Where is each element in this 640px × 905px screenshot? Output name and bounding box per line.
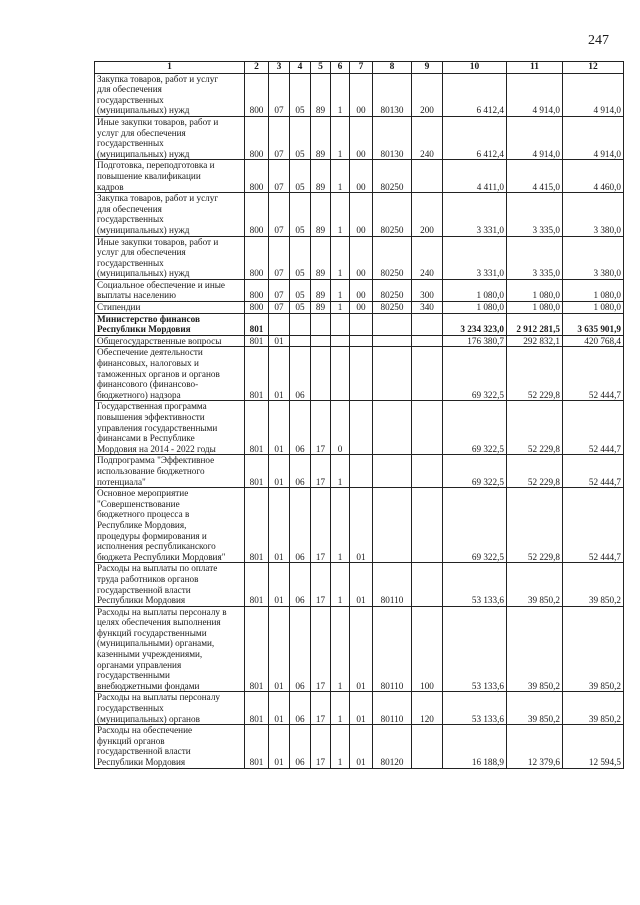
cell-col-8: 80120 [373,725,412,768]
cell-col-11: 2 912 281,5 [507,313,563,335]
cell-col-11: 4 914,0 [507,73,563,116]
cell-col-2: 800 [245,193,269,236]
cell-col-8: 80110 [373,563,412,606]
cell-col-8 [373,313,412,335]
cell-col-10: 69 322,5 [443,347,507,401]
row-description: Государственная программа повышения эффективности управления государственными финансами в Республике Мордовия на 2014 - 2022 годы [95,401,245,455]
cell-col-12: 52 444,7 [563,347,624,401]
header-row [95,62,624,74]
cell-col-9 [412,725,443,768]
cell-col-10: 53 133,6 [443,606,507,692]
cell-col-4 [290,313,311,335]
column-header-7: 7 [350,62,373,74]
cell-col-7: 00 [350,279,373,301]
cell-col-3: 07 [269,116,290,159]
cell-col-8 [373,401,412,455]
cell-col-7: 00 [350,73,373,116]
cell-col-3: 01 [269,563,290,606]
cell-col-8 [373,488,412,563]
cell-col-12: 3 380,0 [563,193,624,236]
cell-col-8 [373,455,412,488]
cell-col-4: 05 [290,73,311,116]
cell-col-6: 1 [331,692,350,725]
cell-col-12: 52 444,7 [563,401,624,455]
cell-col-8: 80250 [373,160,412,193]
cell-col-12: 39 850,2 [563,563,624,606]
cell-col-7 [350,455,373,488]
cell-col-10: 3 234 323,0 [443,313,507,335]
cell-col-5: 89 [311,236,331,279]
cell-col-12: 3 380,0 [563,236,624,279]
cell-col-5: 89 [311,116,331,159]
row-description: Стипендии [95,302,245,314]
cell-col-2: 801 [245,606,269,692]
table-row [95,302,624,314]
cell-col-7: 01 [350,563,373,606]
cell-col-10: 53 133,6 [443,563,507,606]
column-header-12: 12 [563,62,624,74]
cell-col-3: 01 [269,455,290,488]
cell-col-11: 52 229,8 [507,455,563,488]
cell-col-4: 06 [290,347,311,401]
column-header-6: 6 [331,62,350,74]
cell-col-7: 00 [350,302,373,314]
cell-col-2: 800 [245,116,269,159]
cell-col-5 [311,313,331,335]
cell-col-11: 4 914,0 [507,116,563,159]
cell-col-8: 80250 [373,302,412,314]
cell-col-11: 1 080,0 [507,279,563,301]
cell-col-7 [350,401,373,455]
cell-col-8: 80110 [373,692,412,725]
cell-col-8: 80250 [373,279,412,301]
cell-col-10: 16 188,9 [443,725,507,768]
cell-col-12: 39 850,2 [563,606,624,692]
row-description: Иные закупки товаров, работ и услуг для обеспечения государственных (муниципальных) нужд [95,116,245,159]
cell-col-3: 01 [269,347,290,401]
column-header-3: 3 [269,62,290,74]
cell-col-8: 80130 [373,73,412,116]
cell-col-3: 01 [269,692,290,725]
cell-col-6: 1 [331,488,350,563]
cell-col-5 [311,347,331,401]
column-header-5: 5 [311,62,331,74]
table-row [95,725,624,768]
cell-col-10: 176 380,7 [443,335,507,347]
cell-col-11: 3 335,0 [507,236,563,279]
cell-col-11: 4 415,0 [507,160,563,193]
cell-col-7 [350,313,373,335]
cell-col-8 [373,347,412,401]
table-row [95,73,624,116]
cell-col-3: 07 [269,279,290,301]
cell-col-3: 07 [269,236,290,279]
row-description: Закупка товаров, работ и услуг для обеспечения государственных (муниципальных) нужд [95,73,245,116]
cell-col-10: 69 322,5 [443,488,507,563]
cell-col-10: 53 133,6 [443,692,507,725]
cell-col-11: 39 850,2 [507,692,563,725]
table-row [95,193,624,236]
column-header-1: 1 [95,62,245,74]
table-row [95,279,624,301]
cell-col-3: 07 [269,73,290,116]
cell-col-9 [412,313,443,335]
cell-col-9: 340 [412,302,443,314]
row-description: Расходы на выплаты по оплате труда работников органов государственной власти Республики Мордовия [95,563,245,606]
cell-col-12: 12 594,5 [563,725,624,768]
cell-col-6: 1 [331,73,350,116]
cell-col-12: 4 914,0 [563,116,624,159]
table-row [95,116,624,159]
cell-col-3: 01 [269,488,290,563]
cell-col-7: 00 [350,236,373,279]
row-description: Иные закупки товаров, работ и услуг для обеспечения государственных (муниципальных) нужд [95,236,245,279]
cell-col-7: 01 [350,725,373,768]
cell-col-10: 6 412,4 [443,116,507,159]
cell-col-5: 17 [311,488,331,563]
budget-table [94,61,624,769]
cell-col-5: 89 [311,279,331,301]
cell-col-7: 01 [350,692,373,725]
cell-col-11: 39 850,2 [507,563,563,606]
cell-col-10: 69 322,5 [443,401,507,455]
cell-col-4: 05 [290,193,311,236]
cell-col-10: 3 331,0 [443,193,507,236]
cell-col-8: 80250 [373,236,412,279]
cell-col-9 [412,401,443,455]
cell-col-5: 17 [311,455,331,488]
row-description: Социальное обеспечение и иные выплаты населению [95,279,245,301]
row-description: Подпрограмма "Эффективное использование бюджетного потенциала" [95,455,245,488]
cell-col-4: 06 [290,401,311,455]
cell-col-12: 52 444,7 [563,488,624,563]
table-row [95,335,624,347]
cell-col-11: 3 335,0 [507,193,563,236]
cell-col-7: 01 [350,606,373,692]
cell-col-3: 07 [269,302,290,314]
cell-col-5 [311,335,331,347]
table-row [95,488,624,563]
cell-col-12: 1 080,0 [563,302,624,314]
cell-col-11: 39 850,2 [507,606,563,692]
cell-col-10: 1 080,0 [443,279,507,301]
cell-col-2: 801 [245,563,269,606]
cell-col-4: 06 [290,563,311,606]
column-header-4: 4 [290,62,311,74]
cell-col-2: 801 [245,488,269,563]
cell-col-12: 4 460,0 [563,160,624,193]
cell-col-9 [412,335,443,347]
cell-col-2: 800 [245,73,269,116]
cell-col-7 [350,347,373,401]
cell-col-6: 1 [331,193,350,236]
cell-col-4: 06 [290,692,311,725]
table-row [95,160,624,193]
cell-col-11: 12 379,6 [507,725,563,768]
cell-col-6 [331,347,350,401]
cell-col-9 [412,488,443,563]
cell-col-6 [331,335,350,347]
cell-col-12: 1 080,0 [563,279,624,301]
table-row [95,401,624,455]
cell-col-9: 100 [412,606,443,692]
row-description: Общегосударственные вопросы [95,335,245,347]
cell-col-9: 300 [412,279,443,301]
cell-col-12: 4 914,0 [563,73,624,116]
cell-col-9: 200 [412,193,443,236]
cell-col-4: 05 [290,116,311,159]
cell-col-6: 1 [331,302,350,314]
cell-col-9: 120 [412,692,443,725]
cell-col-4 [290,335,311,347]
cell-col-4: 06 [290,488,311,563]
cell-col-11: 292 832,1 [507,335,563,347]
row-description: Основное мероприятие "Совершенствование бюджетного процесса в Республике Мордовия, процедуры формирования и исполнения республиканского бюджета Республики Мордовия" [95,488,245,563]
cell-col-4: 06 [290,725,311,768]
cell-col-8: 80130 [373,116,412,159]
row-description: Закупка товаров, работ и услуг для обеспечения государственных (муниципальных) нужд [95,193,245,236]
cell-col-2: 800 [245,302,269,314]
cell-col-4: 06 [290,455,311,488]
cell-col-12: 3 635 901,9 [563,313,624,335]
cell-col-10: 1 080,0 [443,302,507,314]
column-header-11: 11 [507,62,563,74]
cell-col-9: 240 [412,236,443,279]
cell-col-11: 52 229,8 [507,488,563,563]
table-row [95,606,624,692]
page-number: 247 [588,33,609,48]
cell-col-8 [373,335,412,347]
cell-col-5: 17 [311,401,331,455]
cell-col-3: 01 [269,335,290,347]
cell-col-10: 69 322,5 [443,455,507,488]
table-row [95,455,624,488]
cell-col-10: 6 412,4 [443,73,507,116]
table-row [95,347,624,401]
cell-col-5: 89 [311,302,331,314]
cell-col-7: 01 [350,488,373,563]
cell-col-7 [350,335,373,347]
cell-col-4: 05 [290,302,311,314]
cell-col-3: 01 [269,401,290,455]
cell-col-10: 4 411,0 [443,160,507,193]
cell-col-6: 0 [331,401,350,455]
cell-col-6: 1 [331,725,350,768]
cell-col-4: 05 [290,279,311,301]
cell-col-2: 801 [245,401,269,455]
cell-col-5: 17 [311,692,331,725]
cell-col-2: 801 [245,335,269,347]
row-description: Расходы на обеспечение функций органов государственной власти Республики Мордовия [95,725,245,768]
cell-col-6: 1 [331,455,350,488]
cell-col-5: 89 [311,160,331,193]
column-header-9: 9 [412,62,443,74]
cell-col-9: 200 [412,73,443,116]
table-row [95,563,624,606]
cell-col-5: 89 [311,193,331,236]
cell-col-2: 800 [245,279,269,301]
column-header-2: 2 [245,62,269,74]
row-description: Расходы на выплаты персоналу государственных (муниципальных) органов [95,692,245,725]
cell-col-11: 1 080,0 [507,302,563,314]
cell-col-3: 01 [269,606,290,692]
cell-col-11: 52 229,8 [507,347,563,401]
row-description: Подготовка, переподготовка и повышение квалификации кадров [95,160,245,193]
cell-col-4: 05 [290,236,311,279]
cell-col-9 [412,455,443,488]
cell-col-6: 1 [331,236,350,279]
cell-col-6: 1 [331,279,350,301]
cell-col-7: 00 [350,116,373,159]
cell-col-5: 89 [311,73,331,116]
cell-col-6: 1 [331,563,350,606]
cell-col-3 [269,313,290,335]
cell-col-7: 00 [350,160,373,193]
cell-col-6: 1 [331,606,350,692]
cell-col-7: 00 [350,193,373,236]
row-description: Обеспечение деятельности финансовых, налоговых и таможенных органов и органов финансового (финансово- бюджетного) надзора [95,347,245,401]
cell-col-4: 06 [290,606,311,692]
cell-col-2: 801 [245,313,269,335]
cell-col-9 [412,563,443,606]
cell-col-2: 800 [245,236,269,279]
cell-col-12: 39 850,2 [563,692,624,725]
cell-col-2: 801 [245,455,269,488]
cell-col-8: 80250 [373,193,412,236]
cell-col-6: 1 [331,160,350,193]
cell-col-9 [412,347,443,401]
cell-col-5: 17 [311,606,331,692]
cell-col-9 [412,160,443,193]
cell-col-3: 07 [269,160,290,193]
table-row [95,313,624,335]
cell-col-5: 17 [311,725,331,768]
table-row [95,692,624,725]
column-header-8: 8 [373,62,412,74]
cell-col-6: 1 [331,116,350,159]
cell-col-10: 3 331,0 [443,236,507,279]
cell-col-12: 420 768,4 [563,335,624,347]
cell-col-2: 800 [245,160,269,193]
cell-col-2: 801 [245,725,269,768]
column-header-10: 10 [443,62,507,74]
cell-col-11: 52 229,8 [507,401,563,455]
cell-col-12: 52 444,7 [563,455,624,488]
cell-col-2: 801 [245,692,269,725]
cell-col-2: 801 [245,347,269,401]
cell-col-3: 01 [269,725,290,768]
cell-col-5: 17 [311,563,331,606]
cell-col-4: 05 [290,160,311,193]
row-description: Расходы на выплаты персоналу в целях обеспечения выполнения функций государственными (муниципальными) органами, казенными учреждениями, органами управления государственными внебюджетными фондами [95,606,245,692]
cell-col-8: 80110 [373,606,412,692]
table-row [95,236,624,279]
row-description: Министерство финансов Республики Мордовия [95,313,245,335]
cell-col-9: 240 [412,116,443,159]
cell-col-6 [331,313,350,335]
cell-col-3: 07 [269,193,290,236]
